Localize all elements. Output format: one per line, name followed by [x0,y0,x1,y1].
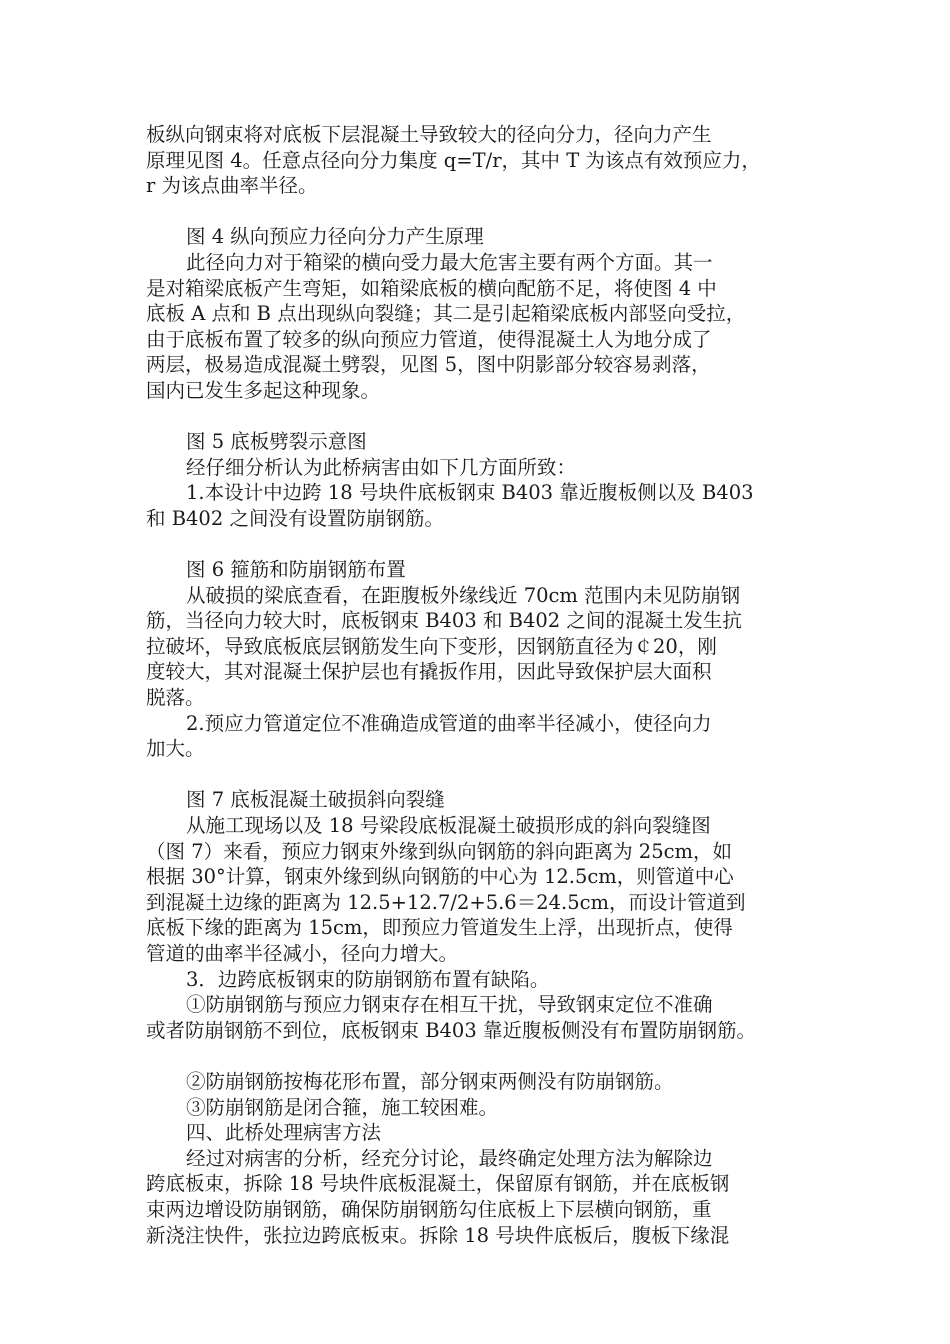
paragraph [146,250,826,404]
text-line: ①防崩钢筋与预应力钢束存在相互干扰，导致钢束定位不准确 [186,993,713,1017]
document-body [146,122,826,1248]
paragraph [146,813,826,967]
text-line: 加大。 [146,737,205,761]
text-line: 到混凝土边缘的距离为 12.5+12.7/2+5.6＝24.5cm，而设计管道到 [146,890,746,914]
text-line: 度较大，其对混凝土保护层也有撬扳作用，因此导致保护层大面积 [146,660,712,684]
paragraph [146,480,826,531]
text-line: 和 B402 之间没有设置防崩钢筋。 [146,506,444,530]
text-line: 或者防崩钢筋不到位，底板钢束 B403 靠近腹板侧没有布置防崩钢筋。 [146,1018,756,1042]
text-line: 新浇注快件，张拉边跨底板束。拆除 18 号块件底板后，腹板下缘混 [146,1223,730,1247]
text-line: 从施工现场以及 18 号梁段底板混凝土破损形成的斜向裂缝图 [186,814,711,838]
paragraph-gap [146,199,826,225]
paragraph [146,1069,826,1095]
paragraph [146,992,826,1043]
paragraph [146,1146,826,1248]
figure-caption: 图 7 底板混凝土破损斜向裂缝 [186,788,445,812]
paragraph-gap [146,404,826,430]
text-line: 跨底板束，拆除 18 号块件底板混凝土，保留原有钢筋，并在底板钢 [146,1172,730,1196]
text-line: 筋，当径向力较大时，底板钢束 B403 和 B402 之间的混凝土发生抗 [146,609,742,633]
text-line: 束两边增设防崩钢筋，确保防崩钢筋勾住底板上下层横向钢筋，重 [146,1197,712,1221]
text-line: 从破损的梁底查看，在距腹板外缘线近 70cm 范围内未见防崩钢 [186,583,741,607]
text-line: 此径向力对于箱梁的横向受力最大危害主要有两个方面。其一 [186,250,713,274]
text-line: r 为该点曲率半径。 [146,174,318,198]
figure-caption: 图 5 底板劈裂示意图 [186,430,367,454]
text-line: 国内已发生多起这种现象。 [146,378,381,402]
text-line: 底板下缘的距离为 15cm，即预应力管道发生上浮，出现折点，使得 [146,916,733,940]
paragraph [146,967,826,993]
paragraph [146,122,826,199]
text-line: 3．边跨底板钢束的防崩钢筋布置有缺陷。 [186,967,550,991]
text-line: 经过对病害的分析，经充分讨论，最终确定处理方法为解除边 [186,1146,713,1170]
text-line: ③防崩钢筋是闭合箍，施工较困难。 [186,1095,499,1119]
section-heading: 四、此桥处理病害方法 [186,1121,382,1145]
text-line: 拉破坏，导致底板底层钢筋发生向下变形，因钢筋直径为￠20，刚 [146,634,717,658]
text-line: 原理见图 4。任意点径向分力集度 q=T/r，其中 T 为该点有效预应力， [146,148,761,172]
paragraph-gap [146,1043,826,1069]
figure-caption: 图 4 纵向预应力径向分力产生原理 [186,225,484,249]
paragraph [146,583,826,711]
text-line: 管道的曲率半径减小，径向力增大。 [146,942,459,965]
figure-caption: 图 6 箍筋和防崩钢筋布置 [186,558,406,582]
text-line: 两层，极易造成混凝土劈裂，见图 5，图中阴影部分较容易剥落， [146,353,711,377]
paragraph [146,1095,826,1121]
paragraph [146,711,826,762]
text-line: 板纵向钢束将对底板下层混凝土导致较大的径向分力，径向力产生 [146,123,712,146]
text-line: 脱落。 [146,686,205,710]
text-line: 经仔细分析认为此桥病害由如下几方面所致： [186,455,577,479]
text-line: 2.预应力管道定位不准确造成管道的曲率半径减小，使径向力 [186,711,712,735]
paragraph-gap [146,532,826,558]
text-line: 1.本设计中边跨 18 号块件底板钢束 B403 靠近腹板侧以及 B403 [186,481,754,505]
text-line: （图 7）来看，预应力钢束外缘到纵向钢筋的斜向距离为 25cm，如 [146,839,733,863]
text-line: 根据 30°计算，钢束外缘到纵向钢筋的中心为 12.5cm，则管道中心 [146,865,734,889]
text-line: 底板 A 点和 B 点出现纵向裂缝；其二是引起箱梁底板内部竖向受拉， [146,302,746,326]
text-line: 由于底板布置了较多的纵向预应力管道，使得混凝土人为地分成了 [146,327,712,351]
text-line: 是对箱梁底板产生弯矩，如箱梁底板的横向配筋不足，将使图 4 中 [146,276,717,300]
paragraph [146,455,826,481]
paragraph-gap [146,762,826,788]
text-line: ②防崩钢筋按梅花形布置，部分钢束两侧没有防崩钢筋。 [186,1069,674,1093]
